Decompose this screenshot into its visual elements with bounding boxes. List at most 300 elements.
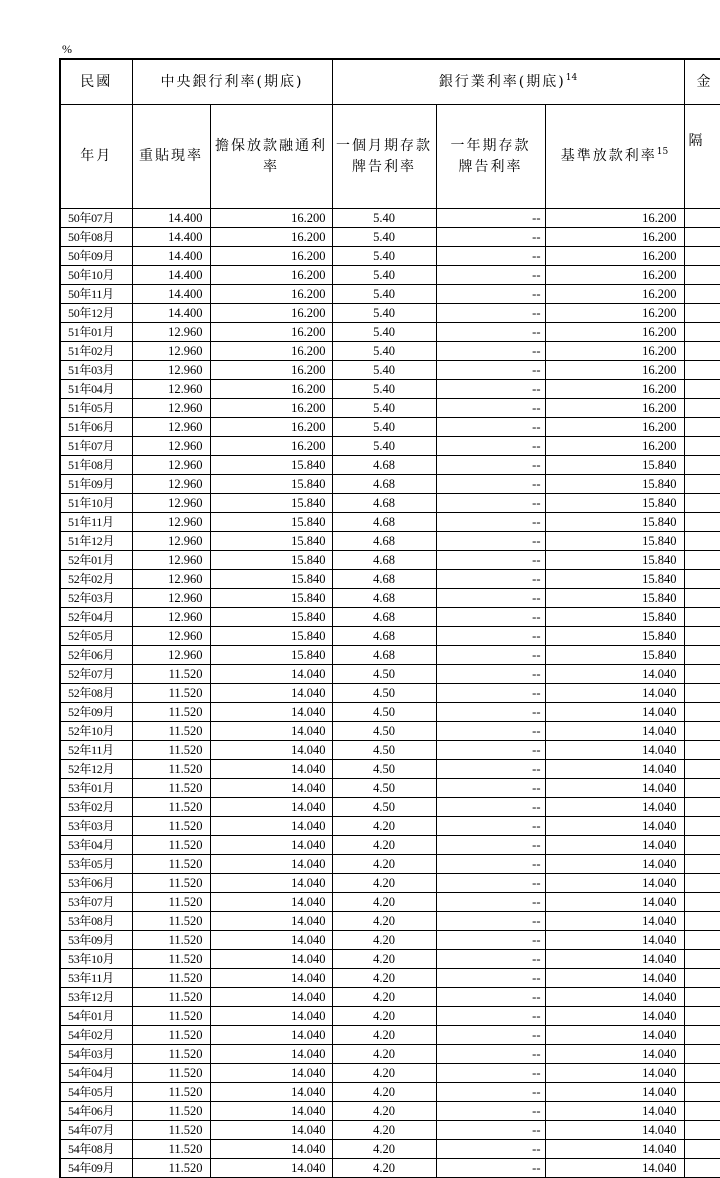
cell-cut-column bbox=[684, 665, 720, 684]
cell-base-lending-rate: 15.840 bbox=[545, 456, 684, 475]
table-row bbox=[60, 361, 720, 380]
table-row bbox=[60, 589, 720, 608]
cell-1m-deposit-rate: 4.20 bbox=[332, 1026, 436, 1045]
table-row bbox=[60, 817, 720, 836]
cell-cut-column bbox=[684, 627, 720, 646]
cell-1y-deposit-rate: -- bbox=[436, 779, 545, 798]
cell-secured-loan-rate: 15.840 bbox=[210, 494, 332, 513]
cell-rediscount-rate: 14.400 bbox=[132, 247, 210, 266]
cell-1y-deposit-rate: -- bbox=[436, 1121, 545, 1140]
table-row bbox=[60, 798, 720, 817]
cell-base-lending-rate: 14.040 bbox=[545, 988, 684, 1007]
cell-year-month: 50年10月 bbox=[60, 266, 132, 285]
cell-cut-column bbox=[684, 722, 720, 741]
cell-year-month: 52年01月 bbox=[60, 551, 132, 570]
cell-1m-deposit-rate: 4.20 bbox=[332, 1007, 436, 1026]
cell-base-lending-rate: 16.200 bbox=[545, 380, 684, 399]
cell-1y-deposit-rate: -- bbox=[436, 1102, 545, 1121]
cell-1y-deposit-rate: -- bbox=[436, 209, 545, 228]
cell-1m-deposit-rate: 4.68 bbox=[332, 456, 436, 475]
cell-year-month: 52年09月 bbox=[60, 703, 132, 722]
cell-cut-column bbox=[684, 285, 720, 304]
cell-year-month: 51年09月 bbox=[60, 475, 132, 494]
cell-cut-column bbox=[684, 342, 720, 361]
cell-1y-deposit-rate: -- bbox=[436, 399, 545, 418]
cell-secured-loan-rate: 14.040 bbox=[210, 817, 332, 836]
table-row bbox=[60, 646, 720, 665]
table-row bbox=[60, 1064, 720, 1083]
cell-1y-deposit-rate: -- bbox=[436, 817, 545, 836]
cell-1m-deposit-rate: 4.20 bbox=[332, 1102, 436, 1121]
cell-base-lending-rate: 15.840 bbox=[545, 475, 684, 494]
cell-base-lending-rate: 14.040 bbox=[545, 1121, 684, 1140]
cell-1m-deposit-rate: 4.20 bbox=[332, 912, 436, 931]
cell-1m-deposit-rate: 4.20 bbox=[332, 1064, 436, 1083]
table-row bbox=[60, 988, 720, 1007]
cell-1m-deposit-rate: 4.20 bbox=[332, 950, 436, 969]
cell-secured-loan-rate: 14.040 bbox=[210, 988, 332, 1007]
cell-secured-loan-rate: 15.840 bbox=[210, 551, 332, 570]
cell-secured-loan-rate: 14.040 bbox=[210, 722, 332, 741]
cell-rediscount-rate: 11.520 bbox=[132, 1026, 210, 1045]
cell-1y-deposit-rate: -- bbox=[436, 1007, 545, 1026]
table-row bbox=[60, 228, 720, 247]
cell-year-month: 54年09月 bbox=[60, 1159, 132, 1178]
cell-rediscount-rate: 11.520 bbox=[132, 1140, 210, 1159]
table-row bbox=[60, 1159, 720, 1178]
table-row bbox=[60, 418, 720, 437]
cell-secured-loan-rate: 15.840 bbox=[210, 456, 332, 475]
cell-base-lending-rate: 15.840 bbox=[545, 551, 684, 570]
cell-cut-column bbox=[684, 684, 720, 703]
cell-cut-column bbox=[684, 874, 720, 893]
cell-cut-column bbox=[684, 380, 720, 399]
cell-1y-deposit-rate: -- bbox=[436, 1140, 545, 1159]
cell-base-lending-rate: 15.840 bbox=[545, 627, 684, 646]
header-row-columns bbox=[60, 105, 720, 209]
cell-secured-loan-rate: 16.200 bbox=[210, 266, 332, 285]
cell-year-month: 54年03月 bbox=[60, 1045, 132, 1064]
cell-rediscount-rate: 11.520 bbox=[132, 893, 210, 912]
cell-cut-column bbox=[684, 1045, 720, 1064]
cell-secured-loan-rate: 16.200 bbox=[210, 323, 332, 342]
header-cut-column: 隔 bbox=[684, 105, 720, 209]
cell-rediscount-rate: 12.960 bbox=[132, 475, 210, 494]
table-row bbox=[60, 437, 720, 456]
unit-label: % bbox=[62, 42, 72, 56]
cell-base-lending-rate: 16.200 bbox=[545, 247, 684, 266]
cell-rediscount-rate: 11.520 bbox=[132, 1083, 210, 1102]
cell-base-lending-rate: 14.040 bbox=[545, 779, 684, 798]
cell-1m-deposit-rate: 4.68 bbox=[332, 646, 436, 665]
cell-1y-deposit-rate: -- bbox=[436, 247, 545, 266]
cell-1m-deposit-rate: 4.20 bbox=[332, 836, 436, 855]
cell-1y-deposit-rate: -- bbox=[436, 304, 545, 323]
header-central-bank-group: 中央銀行利率(期底) bbox=[132, 59, 332, 105]
cell-year-month: 53年09月 bbox=[60, 931, 132, 950]
cell-rediscount-rate: 14.400 bbox=[132, 304, 210, 323]
cell-1m-deposit-rate: 4.20 bbox=[332, 988, 436, 1007]
cell-year-month: 50年09月 bbox=[60, 247, 132, 266]
cell-1y-deposit-rate: -- bbox=[436, 950, 545, 969]
cell-cut-column bbox=[684, 418, 720, 437]
cell-1y-deposit-rate: -- bbox=[436, 798, 545, 817]
cell-base-lending-rate: 14.040 bbox=[545, 722, 684, 741]
cell-year-month: 53年07月 bbox=[60, 893, 132, 912]
cell-base-lending-rate: 16.200 bbox=[545, 418, 684, 437]
cell-1m-deposit-rate: 4.20 bbox=[332, 874, 436, 893]
cell-1m-deposit-rate: 4.68 bbox=[332, 475, 436, 494]
table-row bbox=[60, 247, 720, 266]
cell-rediscount-rate: 14.400 bbox=[132, 228, 210, 247]
cell-year-month: 52年12月 bbox=[60, 760, 132, 779]
cell-cut-column bbox=[684, 551, 720, 570]
cell-cut-column bbox=[684, 779, 720, 798]
cell-1y-deposit-rate: -- bbox=[436, 608, 545, 627]
cell-year-month: 54年02月 bbox=[60, 1026, 132, 1045]
cell-1m-deposit-rate: 5.40 bbox=[332, 380, 436, 399]
cell-year-month: 52年03月 bbox=[60, 589, 132, 608]
table-row bbox=[60, 684, 720, 703]
cell-rediscount-rate: 11.520 bbox=[132, 969, 210, 988]
cell-rediscount-rate: 11.520 bbox=[132, 931, 210, 950]
cell-year-month: 54年05月 bbox=[60, 1083, 132, 1102]
cell-cut-column bbox=[684, 798, 720, 817]
cell-base-lending-rate: 15.840 bbox=[545, 513, 684, 532]
cell-year-month: 50年07月 bbox=[60, 209, 132, 228]
cell-base-lending-rate: 14.040 bbox=[545, 893, 684, 912]
cell-secured-loan-rate: 14.040 bbox=[210, 912, 332, 931]
cell-rediscount-rate: 11.520 bbox=[132, 741, 210, 760]
cell-secured-loan-rate: 14.040 bbox=[210, 969, 332, 988]
cell-secured-loan-rate: 14.040 bbox=[210, 836, 332, 855]
cell-secured-loan-rate: 14.040 bbox=[210, 1102, 332, 1121]
cell-base-lending-rate: 14.040 bbox=[545, 1007, 684, 1026]
table-row bbox=[60, 893, 720, 912]
cell-1m-deposit-rate: 5.40 bbox=[332, 418, 436, 437]
table-row bbox=[60, 266, 720, 285]
cell-year-month: 53年10月 bbox=[60, 950, 132, 969]
cell-cut-column bbox=[684, 741, 720, 760]
cell-rediscount-rate: 12.960 bbox=[132, 380, 210, 399]
cell-cut-column bbox=[684, 969, 720, 988]
cell-rediscount-rate: 11.520 bbox=[132, 1064, 210, 1083]
cell-1y-deposit-rate: -- bbox=[436, 361, 545, 380]
cell-base-lending-rate: 16.200 bbox=[545, 209, 684, 228]
cell-base-lending-rate: 16.200 bbox=[545, 437, 684, 456]
cell-secured-loan-rate: 15.840 bbox=[210, 608, 332, 627]
header-1m-deposit-rate: 一個月期存款牌告利率 bbox=[332, 105, 436, 209]
cell-cut-column bbox=[684, 1121, 720, 1140]
cell-1y-deposit-rate: -- bbox=[436, 1064, 545, 1083]
cell-secured-loan-rate: 14.040 bbox=[210, 1083, 332, 1102]
cell-1y-deposit-rate: -- bbox=[436, 760, 545, 779]
cell-base-lending-rate: 14.040 bbox=[545, 912, 684, 931]
table-row bbox=[60, 323, 720, 342]
table-row bbox=[60, 836, 720, 855]
cell-base-lending-rate: 14.040 bbox=[545, 950, 684, 969]
cell-cut-column bbox=[684, 1064, 720, 1083]
footnote-14: 14 bbox=[565, 72, 578, 83]
cell-rediscount-rate: 12.960 bbox=[132, 570, 210, 589]
cell-rediscount-rate: 11.520 bbox=[132, 855, 210, 874]
cell-base-lending-rate: 14.040 bbox=[545, 665, 684, 684]
cell-year-month: 51年04月 bbox=[60, 380, 132, 399]
cell-cut-column bbox=[684, 570, 720, 589]
cell-1m-deposit-rate: 4.20 bbox=[332, 1083, 436, 1102]
table-row bbox=[60, 722, 720, 741]
cell-base-lending-rate: 16.200 bbox=[545, 285, 684, 304]
table-row bbox=[60, 285, 720, 304]
cell-1m-deposit-rate: 5.40 bbox=[332, 228, 436, 247]
cell-cut-column bbox=[684, 608, 720, 627]
cell-secured-loan-rate: 14.040 bbox=[210, 741, 332, 760]
header-year-month: 年月 bbox=[60, 105, 132, 209]
cell-1y-deposit-rate: -- bbox=[436, 703, 545, 722]
cell-cut-column bbox=[684, 399, 720, 418]
cell-1m-deposit-rate: 4.50 bbox=[332, 798, 436, 817]
cell-cut-column bbox=[684, 532, 720, 551]
cell-rediscount-rate: 11.520 bbox=[132, 1121, 210, 1140]
cell-base-lending-rate: 14.040 bbox=[545, 817, 684, 836]
cell-rediscount-rate: 12.960 bbox=[132, 361, 210, 380]
cell-1y-deposit-rate: -- bbox=[436, 722, 545, 741]
cell-rediscount-rate: 12.960 bbox=[132, 513, 210, 532]
cell-rediscount-rate: 14.400 bbox=[132, 209, 210, 228]
cell-rediscount-rate: 11.520 bbox=[132, 684, 210, 703]
cell-base-lending-rate: 15.840 bbox=[545, 646, 684, 665]
cell-rediscount-rate: 12.960 bbox=[132, 589, 210, 608]
table-row bbox=[60, 950, 720, 969]
cell-rediscount-rate: 11.520 bbox=[132, 798, 210, 817]
cell-secured-loan-rate: 14.040 bbox=[210, 1064, 332, 1083]
cell-1m-deposit-rate: 4.20 bbox=[332, 1140, 436, 1159]
cell-1y-deposit-rate: -- bbox=[436, 342, 545, 361]
cell-1y-deposit-rate: -- bbox=[436, 893, 545, 912]
cell-cut-column bbox=[684, 589, 720, 608]
cell-cut-column bbox=[684, 988, 720, 1007]
cell-1y-deposit-rate: -- bbox=[436, 551, 545, 570]
cell-cut-column bbox=[684, 760, 720, 779]
cell-rediscount-rate: 12.960 bbox=[132, 646, 210, 665]
cell-rediscount-rate: 12.960 bbox=[132, 399, 210, 418]
table-row bbox=[60, 380, 720, 399]
cell-base-lending-rate: 14.040 bbox=[545, 1083, 684, 1102]
cell-1y-deposit-rate: -- bbox=[436, 684, 545, 703]
cell-base-lending-rate: 14.040 bbox=[545, 855, 684, 874]
cell-year-month: 53年05月 bbox=[60, 855, 132, 874]
table-row bbox=[60, 1083, 720, 1102]
table-row bbox=[60, 1026, 720, 1045]
cell-secured-loan-rate: 16.200 bbox=[210, 247, 332, 266]
cell-rediscount-rate: 11.520 bbox=[132, 1159, 210, 1178]
cell-rediscount-rate: 12.960 bbox=[132, 437, 210, 456]
cell-base-lending-rate: 14.040 bbox=[545, 798, 684, 817]
cell-cut-column bbox=[684, 437, 720, 456]
table-row bbox=[60, 342, 720, 361]
cell-1m-deposit-rate: 4.20 bbox=[332, 817, 436, 836]
cell-secured-loan-rate: 14.040 bbox=[210, 798, 332, 817]
table-row bbox=[60, 304, 720, 323]
cell-rediscount-rate: 12.960 bbox=[132, 494, 210, 513]
cell-1m-deposit-rate: 5.40 bbox=[332, 209, 436, 228]
table-row bbox=[60, 1007, 720, 1026]
cell-1y-deposit-rate: -- bbox=[436, 969, 545, 988]
cell-secured-loan-rate: 14.040 bbox=[210, 665, 332, 684]
cell-secured-loan-rate: 16.200 bbox=[210, 304, 332, 323]
cell-base-lending-rate: 16.200 bbox=[545, 304, 684, 323]
cell-base-lending-rate: 14.040 bbox=[545, 1045, 684, 1064]
cell-1y-deposit-rate: -- bbox=[436, 836, 545, 855]
cell-1m-deposit-rate: 5.40 bbox=[332, 323, 436, 342]
table-row bbox=[60, 855, 720, 874]
cell-secured-loan-rate: 14.040 bbox=[210, 684, 332, 703]
cell-rediscount-rate: 11.520 bbox=[132, 1045, 210, 1064]
table-row bbox=[60, 494, 720, 513]
cell-1y-deposit-rate: -- bbox=[436, 456, 545, 475]
cell-rediscount-rate: 11.520 bbox=[132, 817, 210, 836]
cell-base-lending-rate: 15.840 bbox=[545, 608, 684, 627]
cell-cut-column bbox=[684, 646, 720, 665]
cell-cut-column bbox=[684, 855, 720, 874]
table-row bbox=[60, 931, 720, 950]
header-base-lending-rate: 基準放款利率$^{15}$ bbox=[545, 105, 684, 209]
cell-1m-deposit-rate: 5.40 bbox=[332, 399, 436, 418]
cell-rediscount-rate: 12.960 bbox=[132, 532, 210, 551]
cell-cut-column bbox=[684, 893, 720, 912]
table-row bbox=[60, 1121, 720, 1140]
cell-cut-column bbox=[684, 266, 720, 285]
cell-1y-deposit-rate: -- bbox=[436, 532, 545, 551]
table-row bbox=[60, 1045, 720, 1064]
cell-rediscount-rate: 12.960 bbox=[132, 608, 210, 627]
cell-year-month: 53年08月 bbox=[60, 912, 132, 931]
cell-rediscount-rate: 11.520 bbox=[132, 874, 210, 893]
cell-1m-deposit-rate: 5.40 bbox=[332, 247, 436, 266]
cell-year-month: 53年01月 bbox=[60, 779, 132, 798]
cell-1y-deposit-rate: -- bbox=[436, 437, 545, 456]
cell-1m-deposit-rate: 4.68 bbox=[332, 494, 436, 513]
cell-year-month: 53年06月 bbox=[60, 874, 132, 893]
cell-year-month: 51年06月 bbox=[60, 418, 132, 437]
cell-1m-deposit-rate: 5.40 bbox=[332, 437, 436, 456]
cell-year-month: 51年05月 bbox=[60, 399, 132, 418]
cell-rediscount-rate: 12.960 bbox=[132, 627, 210, 646]
cell-rediscount-rate: 11.520 bbox=[132, 836, 210, 855]
cell-base-lending-rate: 16.200 bbox=[545, 399, 684, 418]
cell-1m-deposit-rate: 4.20 bbox=[332, 893, 436, 912]
table-row bbox=[60, 1102, 720, 1121]
cell-1y-deposit-rate: -- bbox=[436, 494, 545, 513]
cell-rediscount-rate: 11.520 bbox=[132, 779, 210, 798]
cell-1m-deposit-rate: 4.50 bbox=[332, 741, 436, 760]
cell-secured-loan-rate: 14.040 bbox=[210, 779, 332, 798]
header-cut-group: 金 bbox=[684, 59, 720, 105]
cell-1y-deposit-rate: -- bbox=[436, 513, 545, 532]
cell-rediscount-rate: 12.960 bbox=[132, 418, 210, 437]
cell-1y-deposit-rate: -- bbox=[436, 228, 545, 247]
cell-1m-deposit-rate: 4.20 bbox=[332, 1159, 436, 1178]
cell-cut-column bbox=[684, 817, 720, 836]
cell-cut-column bbox=[684, 323, 720, 342]
interest-rate-table bbox=[59, 58, 720, 1178]
table-row bbox=[60, 741, 720, 760]
cell-year-month: 52年07月 bbox=[60, 665, 132, 684]
cell-base-lending-rate: 15.840 bbox=[545, 494, 684, 513]
table-row bbox=[60, 969, 720, 988]
cell-secured-loan-rate: 15.840 bbox=[210, 570, 332, 589]
cell-cut-column bbox=[684, 1159, 720, 1178]
cell-rediscount-rate: 12.960 bbox=[132, 342, 210, 361]
cell-year-month: 51年02月 bbox=[60, 342, 132, 361]
cell-secured-loan-rate: 16.200 bbox=[210, 361, 332, 380]
cell-cut-column bbox=[684, 912, 720, 931]
cell-1m-deposit-rate: 4.68 bbox=[332, 589, 436, 608]
cell-1m-deposit-rate: 4.68 bbox=[332, 570, 436, 589]
cell-secured-loan-rate: 16.200 bbox=[210, 228, 332, 247]
cell-secured-loan-rate: 14.040 bbox=[210, 950, 332, 969]
cell-1m-deposit-rate: 4.20 bbox=[332, 855, 436, 874]
cell-cut-column bbox=[684, 950, 720, 969]
cell-base-lending-rate: 16.200 bbox=[545, 266, 684, 285]
cell-secured-loan-rate: 15.840 bbox=[210, 646, 332, 665]
cell-1m-deposit-rate: 4.68 bbox=[332, 608, 436, 627]
cell-base-lending-rate: 16.200 bbox=[545, 342, 684, 361]
cell-year-month: 53年11月 bbox=[60, 969, 132, 988]
cell-1m-deposit-rate: 4.50 bbox=[332, 703, 436, 722]
table-row bbox=[60, 475, 720, 494]
cell-year-month: 52年02月 bbox=[60, 570, 132, 589]
interest-rate-table-container bbox=[59, 58, 720, 1178]
cell-1m-deposit-rate: 4.68 bbox=[332, 551, 436, 570]
cell-secured-loan-rate: 14.040 bbox=[210, 855, 332, 874]
cell-secured-loan-rate: 15.840 bbox=[210, 627, 332, 646]
cell-year-month: 51年08月 bbox=[60, 456, 132, 475]
cell-year-month: 51年10月 bbox=[60, 494, 132, 513]
cell-secured-loan-rate: 16.200 bbox=[210, 418, 332, 437]
cell-1y-deposit-rate: -- bbox=[436, 1083, 545, 1102]
header-row-groups bbox=[60, 59, 720, 105]
cell-1m-deposit-rate: 5.40 bbox=[332, 342, 436, 361]
cell-rediscount-rate: 11.520 bbox=[132, 722, 210, 741]
table-row bbox=[60, 703, 720, 722]
cell-secured-loan-rate: 15.840 bbox=[210, 475, 332, 494]
cell-1m-deposit-rate: 4.50 bbox=[332, 684, 436, 703]
cell-1y-deposit-rate: -- bbox=[436, 1045, 545, 1064]
table-row bbox=[60, 912, 720, 931]
cell-1m-deposit-rate: 4.20 bbox=[332, 1045, 436, 1064]
cell-secured-loan-rate: 15.840 bbox=[210, 532, 332, 551]
cell-rediscount-rate: 12.960 bbox=[132, 456, 210, 475]
cell-base-lending-rate: 16.200 bbox=[545, 361, 684, 380]
cell-year-month: 52年10月 bbox=[60, 722, 132, 741]
cell-secured-loan-rate: 14.040 bbox=[210, 1140, 332, 1159]
cell-secured-loan-rate: 14.040 bbox=[210, 1007, 332, 1026]
cell-secured-loan-rate: 14.040 bbox=[210, 874, 332, 893]
cell-cut-column bbox=[684, 228, 720, 247]
cell-1y-deposit-rate: -- bbox=[436, 931, 545, 950]
cell-base-lending-rate: 14.040 bbox=[545, 931, 684, 950]
cell-cut-column bbox=[684, 475, 720, 494]
cell-secured-loan-rate: 15.840 bbox=[210, 513, 332, 532]
cell-secured-loan-rate: 14.040 bbox=[210, 1026, 332, 1045]
cell-year-month: 52年08月 bbox=[60, 684, 132, 703]
cell-1y-deposit-rate: -- bbox=[436, 627, 545, 646]
cell-1m-deposit-rate: 5.40 bbox=[332, 266, 436, 285]
cell-1y-deposit-rate: -- bbox=[436, 1026, 545, 1045]
cell-1m-deposit-rate: 4.20 bbox=[332, 931, 436, 950]
cell-1m-deposit-rate: 5.40 bbox=[332, 304, 436, 323]
